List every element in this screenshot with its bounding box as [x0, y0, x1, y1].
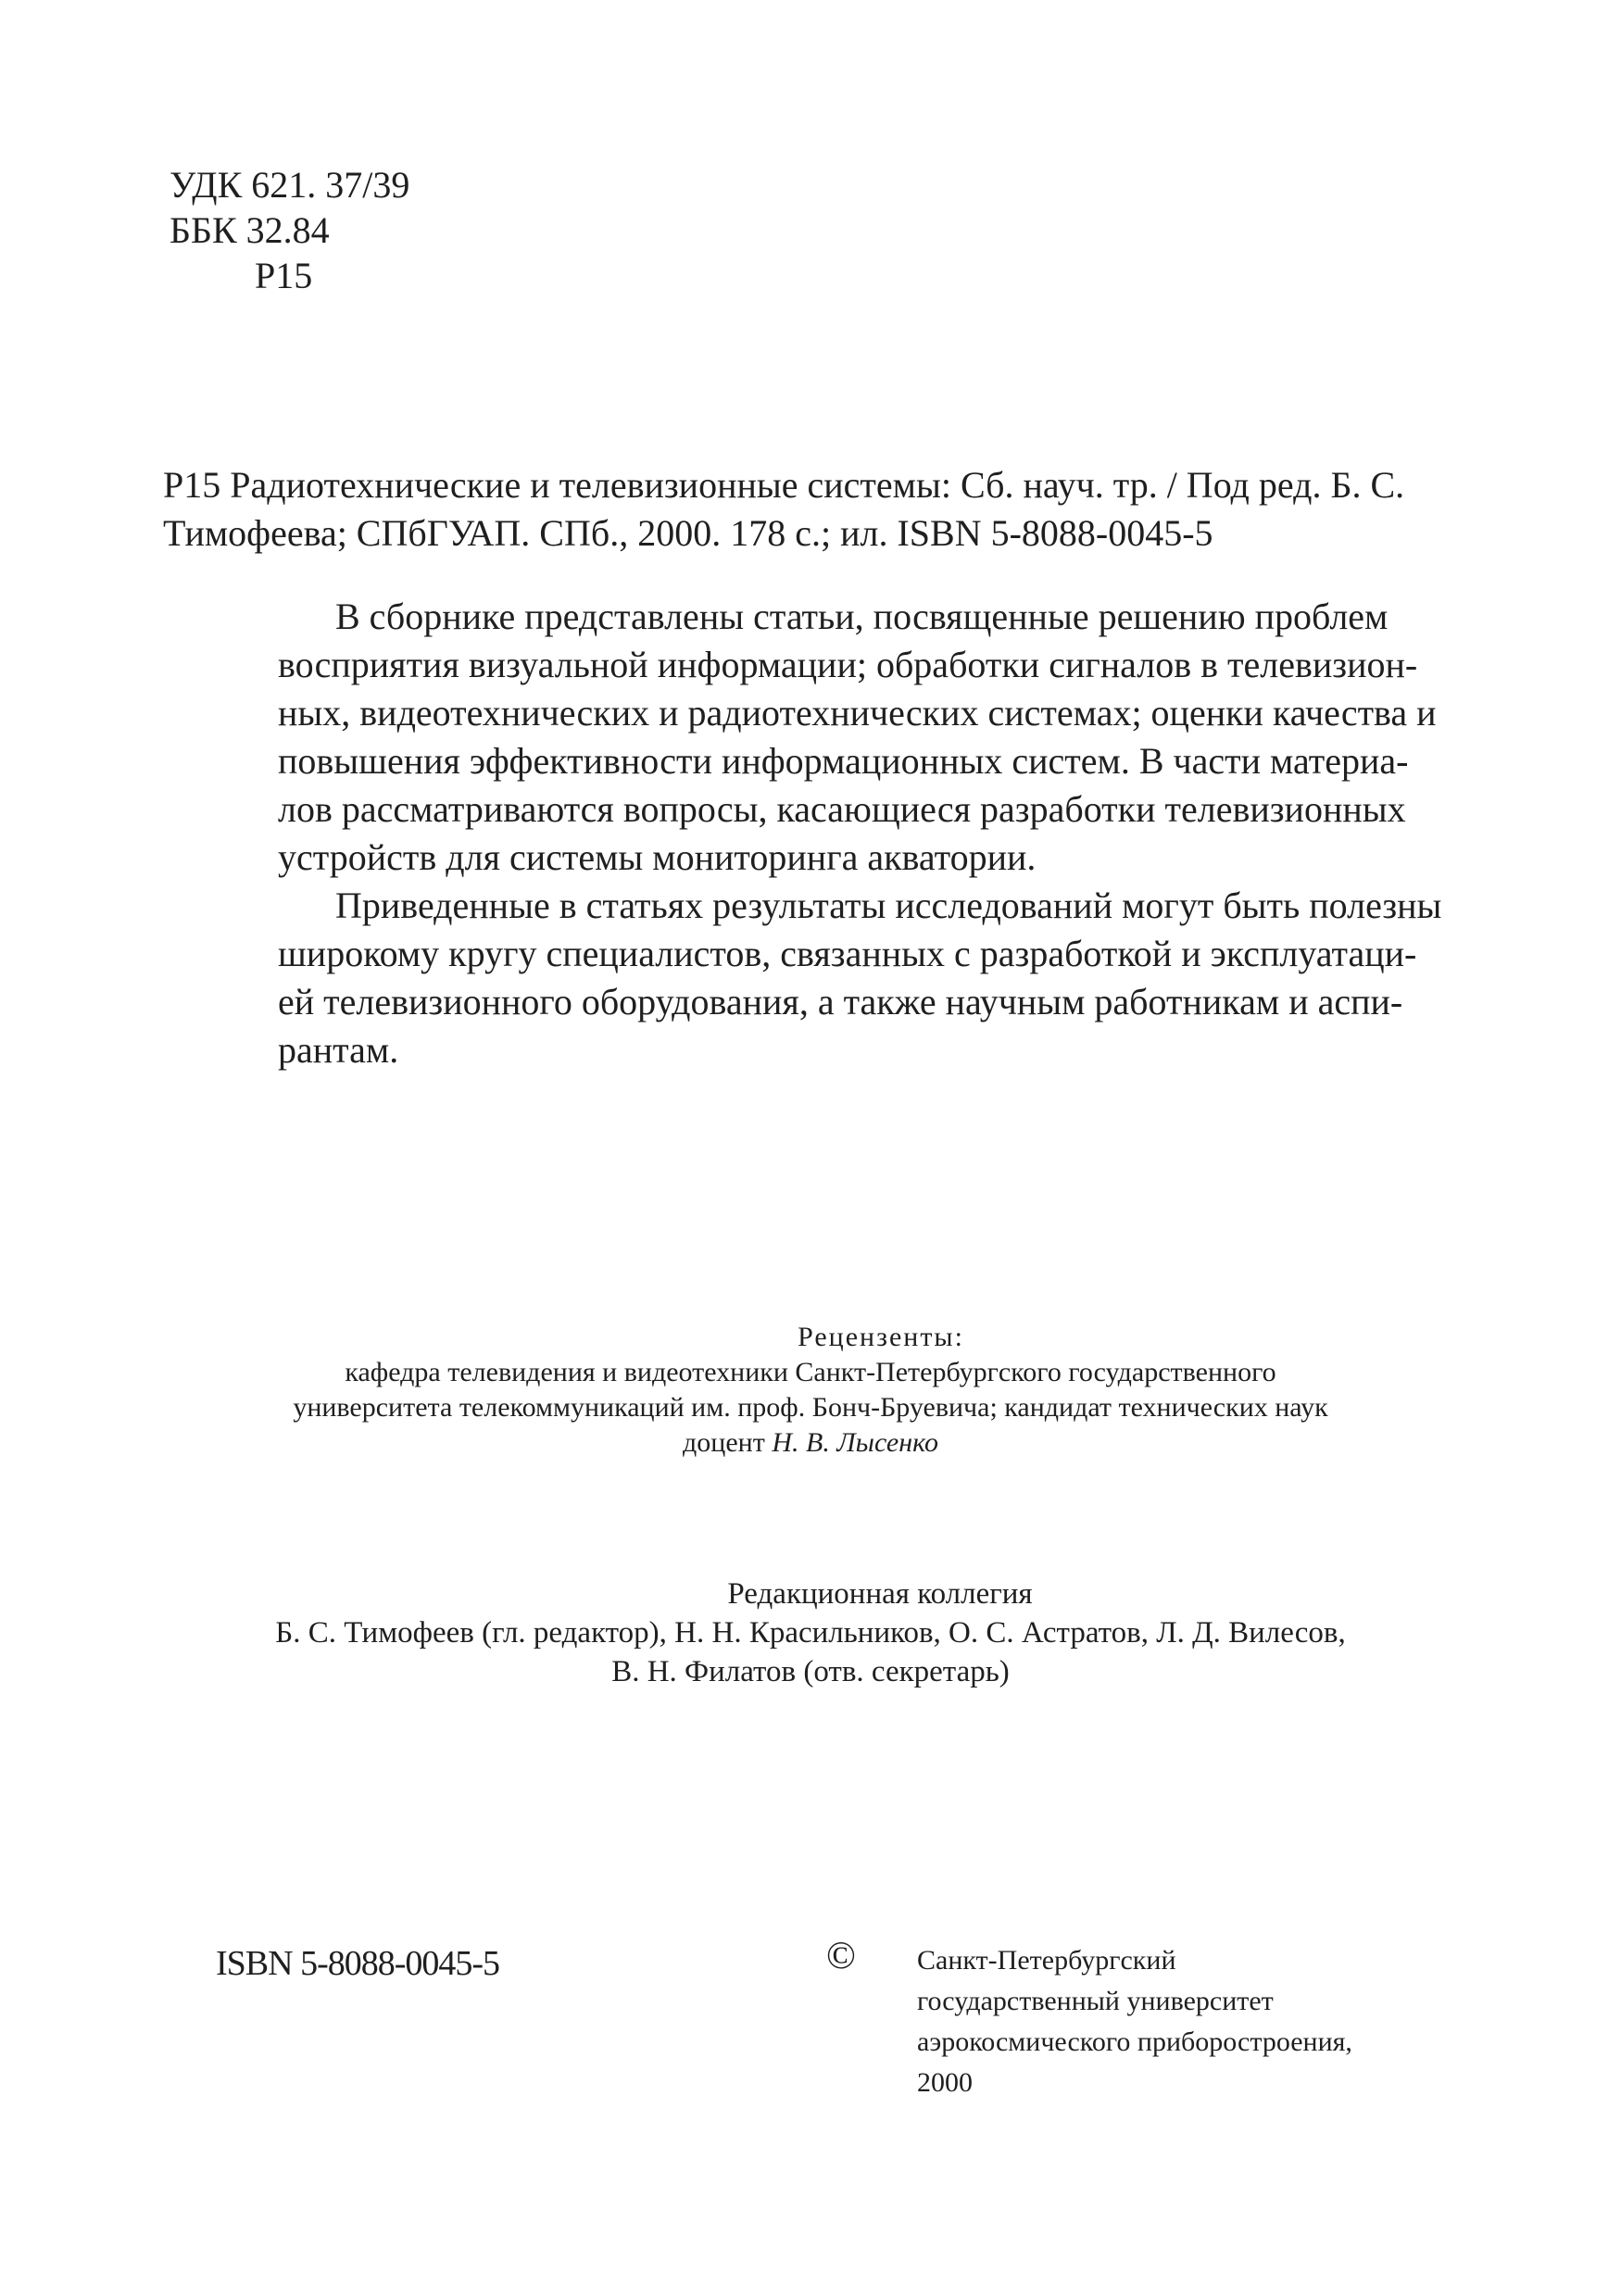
- annotation-line: ных, видеотехнических и радиотехнических системах; оценки качества и: [278, 692, 1437, 734]
- editorial-board-line: В. Н. Филатов (отв. секретарь): [611, 1655, 1010, 1688]
- copyright-line: государственный университет: [917, 1986, 1274, 2016]
- copyright-block: [826, 1935, 1352, 2103]
- reviewers-line: кафедра телевидения и видеотехники Санкт-Петербургского государственного: [345, 1357, 1276, 1387]
- bbk-code: ББК 32.84: [170, 209, 330, 251]
- editorial-board: [0, 1575, 1621, 1691]
- annotation-line: ей телевизионного оборудования, а также научным работникам и аспи-: [278, 981, 1403, 1023]
- author-mark: Р15: [255, 255, 313, 296]
- annotation: [278, 593, 1441, 1074]
- bibliographic-record: [163, 461, 1404, 558]
- annotation-line: широкому кругу специалистов, связанных с разработкой и эксплуатаци-: [278, 933, 1417, 974]
- copyright-icon: ©: [826, 1935, 856, 1977]
- bibliographic-line: Тимофеева; СПбГУАП. СПб., 2000. 178 с.; ил. ISBN 5-8088-0045-5: [163, 512, 1213, 554]
- annotation-line: устройств для системы мониторинга акватории.: [278, 836, 1037, 878]
- annotation-line: рантам.: [278, 1029, 399, 1071]
- editorial-board-heading: Редакционная коллегия: [727, 1577, 1033, 1611]
- annotation-line: лов рассматриваются вопросы, касающиеся разработки телевизионных: [278, 788, 1406, 830]
- classification-block: [170, 162, 409, 298]
- reviewer-title: доцент: [683, 1427, 773, 1458]
- udk-code: УДК 621. 37/39: [170, 164, 410, 206]
- copyright-line: Санкт-Петербургский: [917, 1945, 1176, 1976]
- bibliographic-line: Р15 Радиотехнические и телевизионные системы: Сб. науч. тр. / Под ред. Б. С.: [163, 464, 1405, 506]
- copyright-line: аэрокосмического приборостроения,: [917, 2026, 1352, 2057]
- annotation-line: Приведенные в статьях результаты исследований могут быть полезны: [335, 885, 1442, 926]
- reviewers-heading: Рецензенты:: [798, 1322, 964, 1352]
- copyright-line: 2000: [917, 2067, 973, 2098]
- reviewers-line: [0, 1425, 1621, 1461]
- isbn: ISBN 5-8088-0045-5: [216, 1944, 500, 1983]
- reviewer-name: Н. В. Лысенко: [772, 1427, 938, 1458]
- reviewers-line: университета телекоммуникаций им. проф. Бонч-Бруевича; кандидат технических наук: [293, 1392, 1328, 1423]
- annotation-line: В сборнике представлены статьи, посвященные решению проблем: [335, 596, 1389, 637]
- annotation-line: повышения эффективности информационных систем. В части материа-: [278, 740, 1409, 782]
- editorial-board-line: Б. С. Тимофеев (гл. редактор), Н. Н. Красильников, О. С. Астратов, Л. Д. Вилесов,: [275, 1616, 1346, 1650]
- reviewers-section: [0, 1320, 1621, 1461]
- annotation-line: восприятия визуальной информации; обработки сигналов в телевизион-: [278, 644, 1418, 685]
